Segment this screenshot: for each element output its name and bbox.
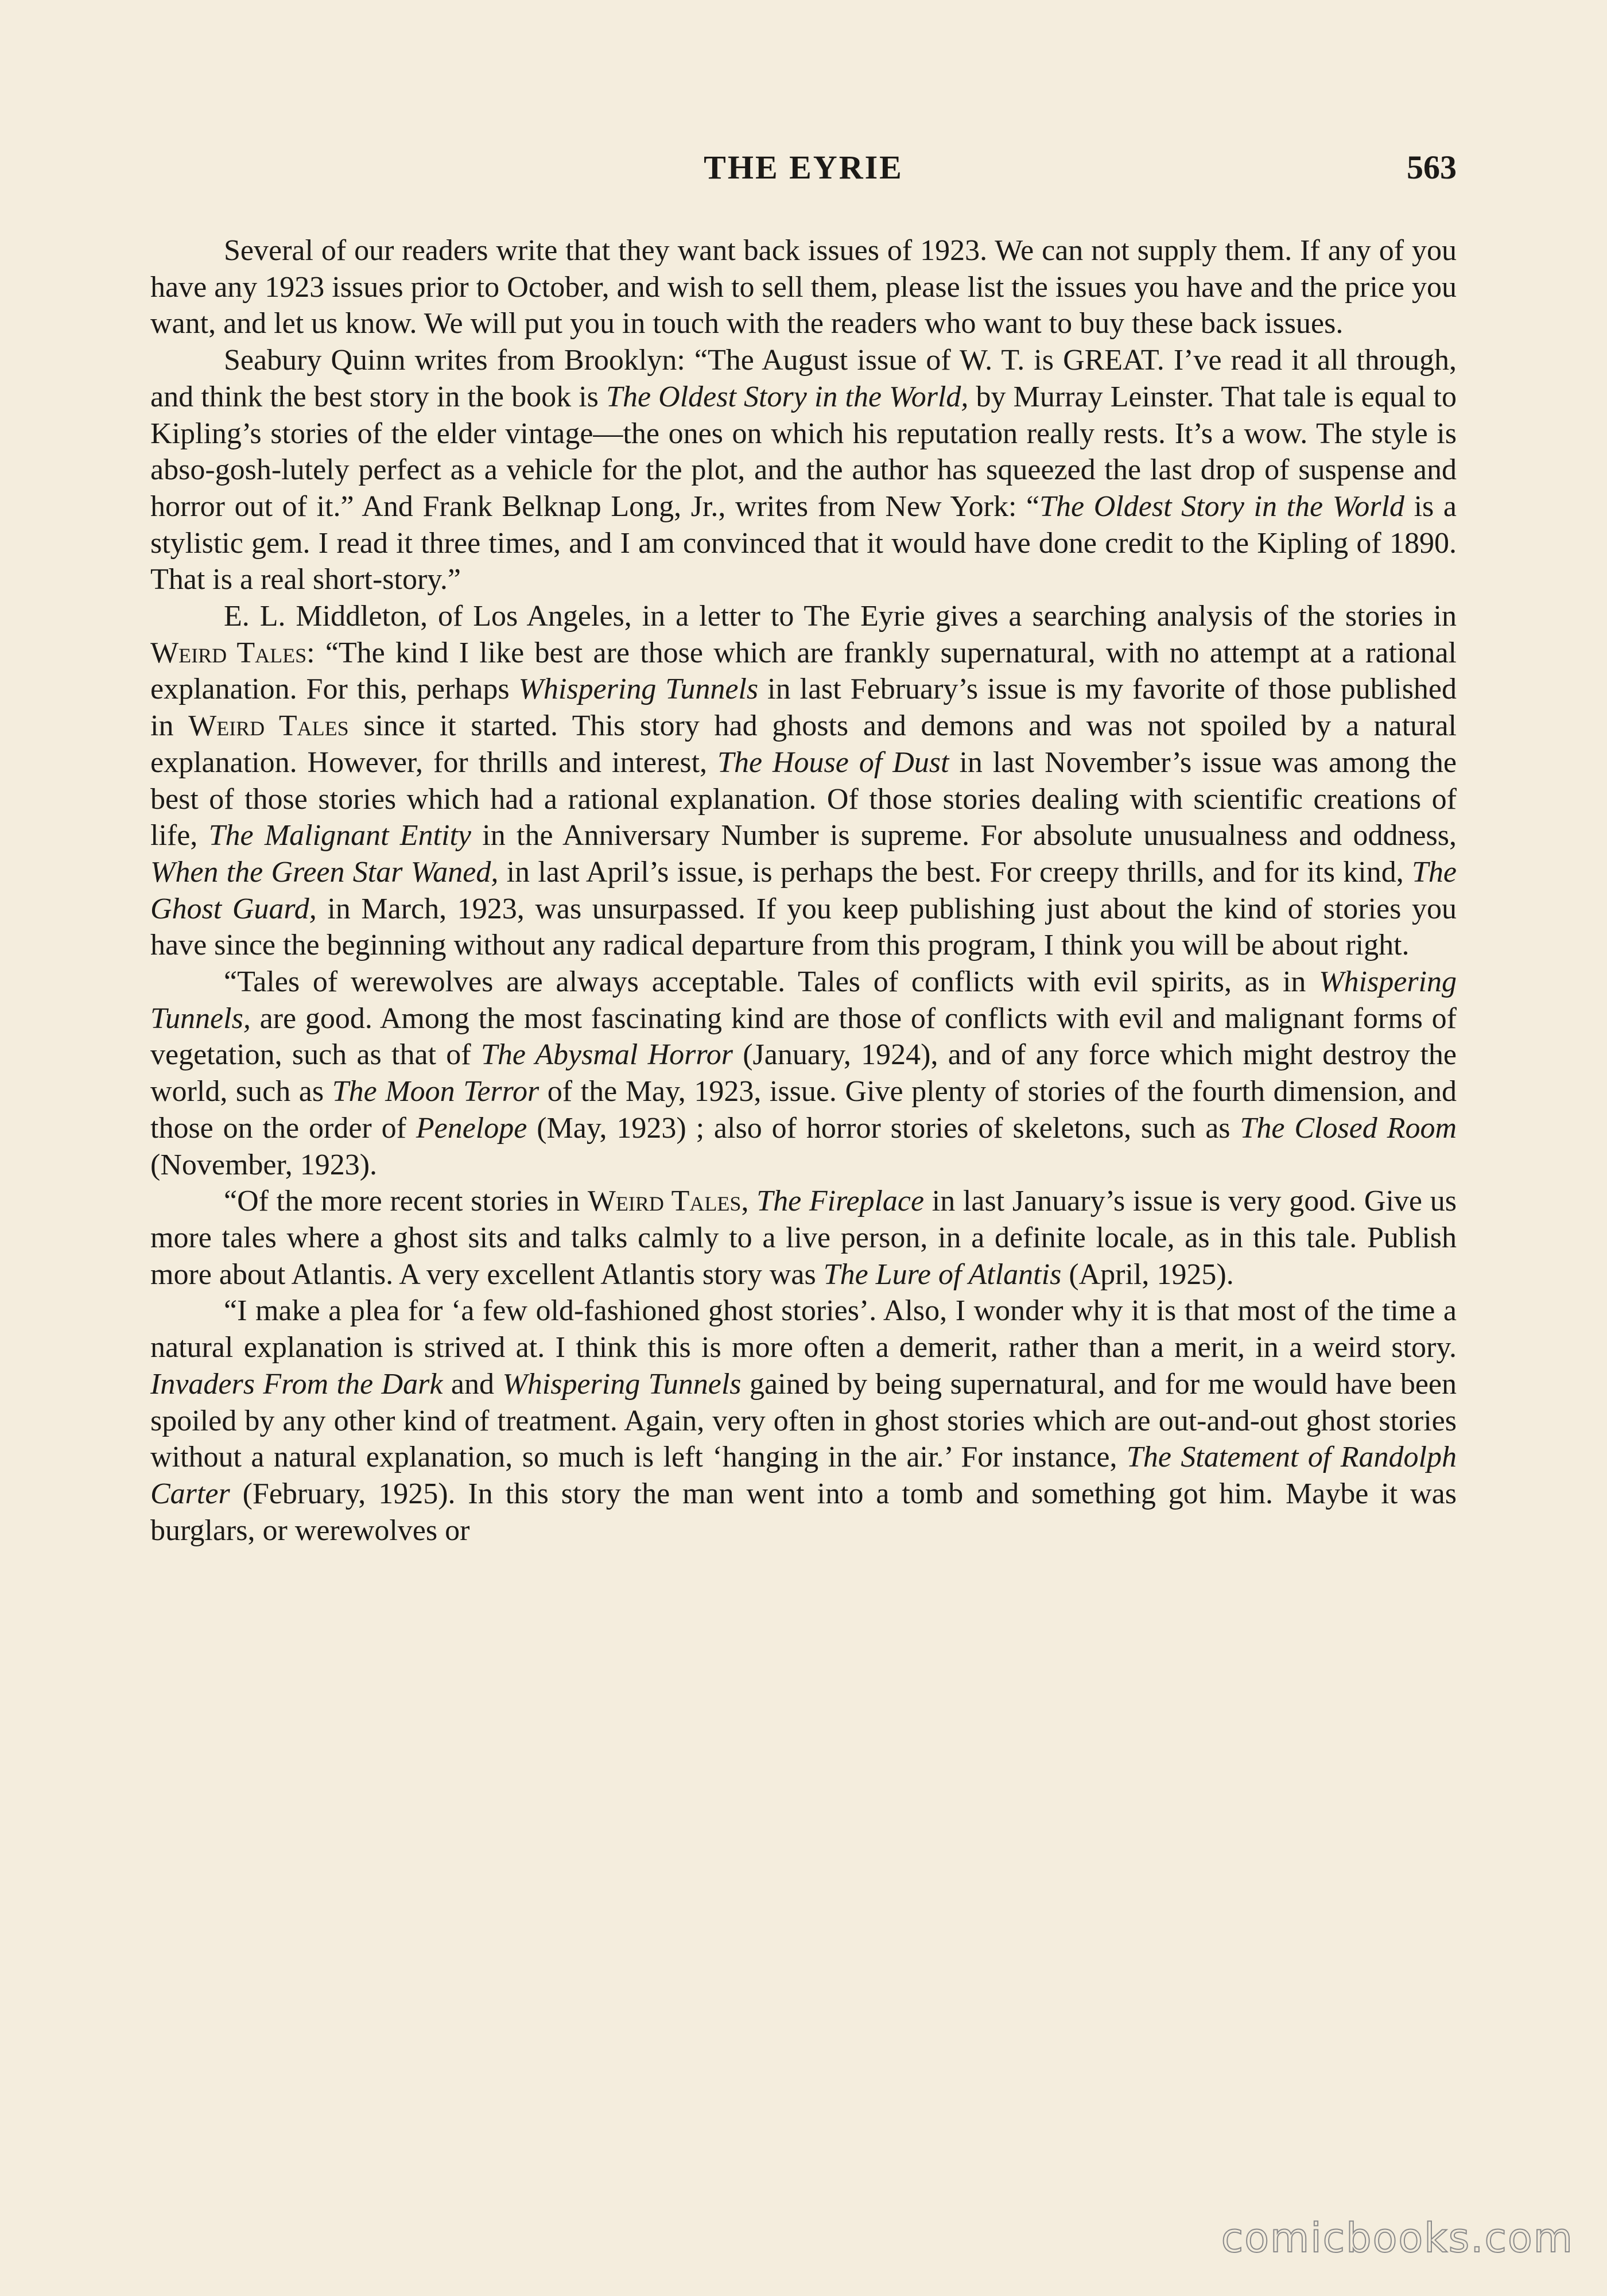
text-run: “Tales of werewolves are always acceptable. Tales of conflicts with evil spirits, as in	[224, 965, 1319, 999]
story-title: The Closed Room	[1240, 1111, 1457, 1145]
text-run: Several of our readers write that they want back issues of 1923. We can not supply them. If any of you have any 1923 issues prior to October, and wish to sell them, please list the issues you have and the price you want, and let us know. We will put you in touch with the readers who want to buy these back issues.	[150, 234, 1457, 340]
text-run: Seabury Quinn writes from Brooklyn: “The August issue of W. T. is GREAT. I’ve read it all through, and think the best story in the book is	[150, 344, 1457, 413]
text-run: in last April’s issue, is perhaps the best. For creepy thrills, and for its kind,	[498, 855, 1412, 889]
text-run: “Of the more recent stories in	[224, 1185, 588, 1218]
text-run: gained by being supernatural, and for me would have been spoiled by any other kind of treatment. Again, very often in ghost stories which are out-and-out ghost stories without a natural explanation, so much is left ‘hanging in the air.’ For instance,	[150, 1367, 1457, 1474]
text-run: ,	[741, 1185, 757, 1218]
watermark: comicbooks.com	[1221, 2214, 1574, 2262]
story-title: The Fireplace	[756, 1185, 925, 1218]
magazine-name: Weird Tales	[188, 709, 349, 743]
story-title: Penelope	[416, 1111, 527, 1145]
text-run: “I make a plea for ‘a few old-fashioned ghost stories’. Also, I wonder why it is that most of the time a natural explanation is strived at. I think this is more often a demerit, rather than a merit, in a weird story.	[150, 1294, 1457, 1364]
story-title: Invaders From the Dark	[150, 1367, 443, 1401]
text-run: are good. Among the most fascinating kind are those of conflicts with evil and malignant forms of vegetation, such as that of	[150, 1002, 1457, 1072]
story-title: The Abysmal Horror	[480, 1038, 733, 1072]
story-title: The Oldest Story in the World	[1039, 490, 1404, 523]
text-run: : “The kind I like best are those which are frankly supernatural, with no attempt at a rational explanation. For this, perhaps	[150, 636, 1457, 706]
story-title: When the Green Star Waned,	[150, 855, 499, 889]
story-title: Whispering Tunnels,	[150, 965, 1457, 1035]
story-title: The Ghost Guard,	[150, 855, 1457, 925]
text-run: (May, 1923) ; also of horror stories of skeletons, such as	[527, 1111, 1240, 1145]
paragraph	[150, 964, 1457, 1183]
story-title: Whispering Tunnels	[518, 673, 759, 706]
story-title: The Oldest Story in the World,	[606, 380, 969, 413]
magazine-name: Weird Tales	[587, 1185, 742, 1218]
text-run: in last November’s issue was among the best of those stories which had a rational explanation. Of those stories dealing with scientific creations of life,	[150, 746, 1457, 852]
story-title: The Lure of Atlantis	[823, 1258, 1062, 1291]
paragraph	[150, 232, 1457, 342]
magazine-name: Weird Tales	[150, 636, 307, 669]
running-title: THE EYRIE	[704, 149, 903, 186]
text-run: and	[442, 1367, 503, 1401]
text-run: is a stylistic gem. I read it three times, and I am convinced that it would have done credit to the Kipling of 1890. That is a real short-story.”	[150, 490, 1457, 596]
text-run: (November, 1923).	[150, 1148, 378, 1181]
text-run: of the May, 1923, issue. Give plenty of stories of the fourth dimension, and those on the order of	[150, 1075, 1457, 1145]
text-run: (February, 1925). In this story the man went into a tomb and something got him. Maybe it was burglars, or werewolves or	[150, 1477, 1457, 1547]
story-title: The Statement of Randolph Carter	[150, 1441, 1457, 1510]
paragraph	[150, 342, 1457, 598]
page-number: 563	[1407, 149, 1457, 186]
text-run: (January, 1924), and of any force which might destroy the world, such as	[150, 1038, 1457, 1108]
text-run: (April, 1925).	[1061, 1258, 1234, 1291]
paragraph	[150, 1183, 1457, 1293]
story-title: The Moon Terror	[332, 1075, 539, 1108]
text-run: in the Anniversary Number is supreme. For absolute unusualness and oddness,	[471, 819, 1457, 852]
story-title: Whispering Tunnels	[502, 1367, 742, 1401]
text-run: in last January’s issue is very good. Give us more tales where a ghost sits and talks calmly to a live person, in a definite locale, as in this tale. Publish more about Atlantis. A very excellent Atlantis story was	[150, 1185, 1457, 1291]
article-body	[150, 232, 1457, 1549]
text-run: by Murray Leinster. That tale is equal to Kipling’s stories of the elder vintage—the ones on which his reputation really rests. It’s a wow. The style is abso-gosh-lutely perfect as a vehicle for the plot, and the author has squeezed the last drop of suspense and horror out of it.” And Frank Belknap Long, Jr., writes from New York: “	[150, 380, 1457, 523]
paragraph	[150, 1293, 1457, 1549]
story-title: The House of Dust	[717, 746, 949, 779]
text-run: in last February’s issue is my favorite of those published in	[150, 673, 1457, 743]
text-run: in March, 1923, was unsurpassed. If you keep publishing just about the kind of stories you have since the beginning without any radical departure from this program, I think you will be about right.	[150, 892, 1457, 962]
text-run: since it started. This story had ghosts and demons and was not spoiled by a natural explanation. However, for thrills and interest,	[150, 709, 1457, 779]
text-run: E. L. Middleton, of Los Angeles, in a letter to The Eyrie gives a searching analysis of the stories in	[224, 600, 1457, 633]
running-head	[150, 148, 1457, 194]
story-title: The Malignant Entity	[208, 819, 471, 852]
paragraph	[150, 598, 1457, 964]
